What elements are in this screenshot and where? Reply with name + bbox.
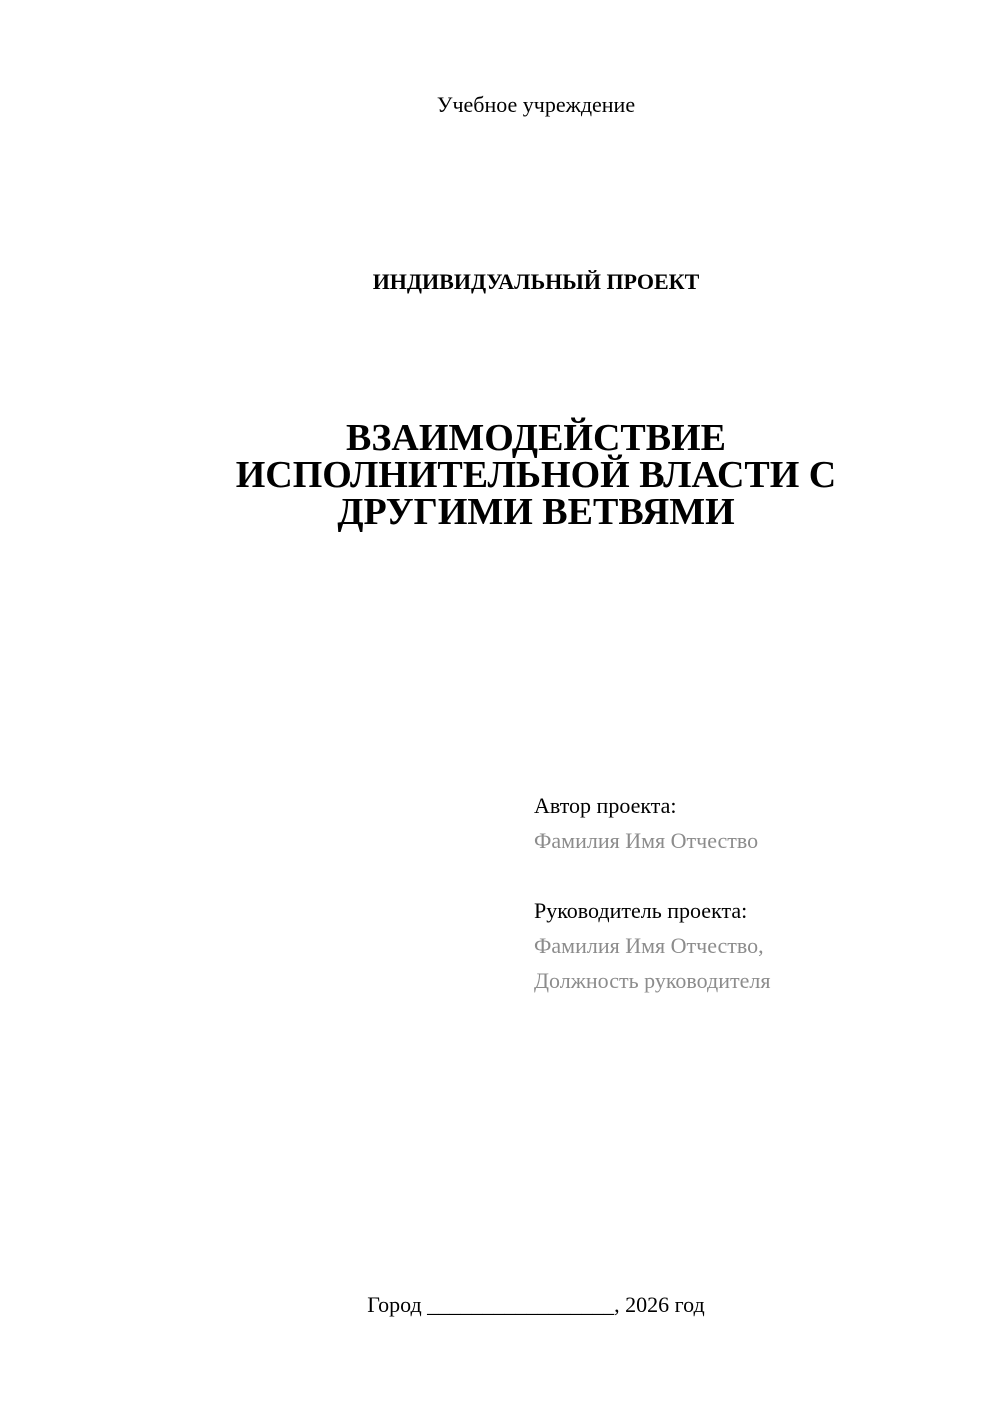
supervisor-position: Должность руководителя (534, 968, 771, 993)
institution-name: Учебное учреждение (436, 92, 636, 117)
author-label: Автор проекта: (534, 793, 677, 818)
project-title-line: ИСПОЛНИТЕЛЬНОЙ ВЛАСТИ С (235, 454, 837, 496)
project-title-line: ВЗАИМОДЕЙСТВИЕ (345, 417, 727, 459)
supervisor-name: Фамилия Имя Отчество, (534, 933, 764, 958)
project-title-line: ДРУГИМИ ВЕТВЯМИ (337, 491, 735, 533)
author-name: Фамилия Имя Отчество (534, 828, 759, 853)
project-title (200, 417, 872, 533)
block-spacer (534, 858, 974, 893)
project-type-heading: ИНДИВИДУАЛЬНЫЙ ПРОЕКТ (372, 269, 700, 294)
city-year-line: Город _________________, 2026 год (367, 1292, 705, 1317)
supervisor-label: Руководитель проекта: (534, 898, 748, 923)
authors-block (534, 788, 974, 998)
